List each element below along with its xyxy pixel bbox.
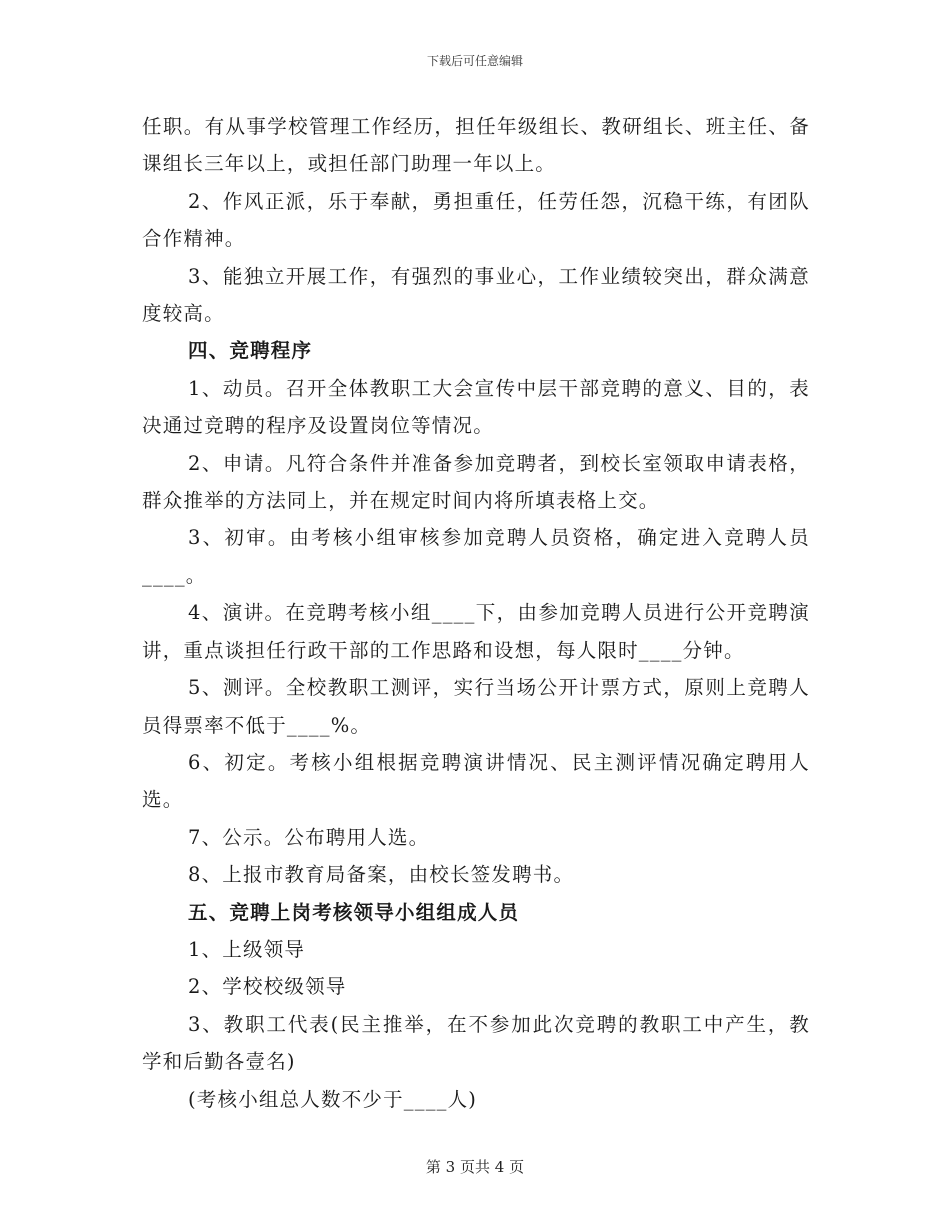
page-header: 下载后可任意编辑: [426, 54, 523, 68]
paragraph-requirement-3: 3、能独立开展工作，有强烈的事业心，工作业绩较突出，群众满意度较高。: [142, 264, 810, 326]
paragraph-member-1: 1、上级领导: [188, 937, 306, 961]
paragraph-step-5: 5、测评。全校教职工测评，实行当场公开计票方式，原则上竞聘人员得票率不低于____%。: [142, 676, 810, 737]
paragraph-requirement-2: 2、作风正派，乐于奉献，勇担重任，任劳任怨，沉稳干练，有团队合作精神。: [142, 189, 810, 251]
paragraph-step-3: 3、初审。由考核小组审核参加竞聘人员资格，确定进入竞聘人员____。: [142, 526, 810, 587]
document-body: [142, 108, 810, 1118]
paragraph-step-7: 7、公示。公布聘用人选。: [188, 825, 430, 849]
page-footer: 第 3 页共 4 页: [425, 1158, 525, 1176]
paragraph-member-2: 2、学校校级领导: [188, 975, 347, 999]
paragraph-step-1: 1、动员。召开全体教职工大会宣传中层干部竞聘的意义、目的，表决通过竞聘的程序及设置岗位等情况。: [142, 376, 810, 438]
paragraph-committee-note: (考核小组总人数不少于____人): [188, 1087, 478, 1111]
section-heading-committee: 五、竞聘上岗考核领导小组组成人员: [188, 900, 520, 924]
paragraph-step-4: 4、演讲。在竞聘考核小组____下，由参加竞聘人员进行公开竞聘演讲，重点谈担任行政干部的工作思路和设想，每人限时____分钟。: [142, 601, 810, 662]
paragraph-step-6: 6、初定。考核小组根据竞聘演讲情况、民主测评情况确定聘用人选。: [142, 750, 810, 812]
paragraph-step-8: 8、上报市教育局备案，由校长签发聘书。: [188, 863, 575, 887]
section-heading-procedure: 四、竞聘程序: [188, 339, 313, 363]
paragraph-step-2: 2、申请。凡符合条件并准备参加竞聘者，到校长室领取申请表格，群众推举的方法同上，并在规定时间内将所填表格上交。: [142, 451, 810, 513]
paragraph-member-3: 3、教职工代表(民主推举，在不参加此次竞聘的教职工中产生，教学和后勤各壹名): [142, 1012, 810, 1074]
paragraph-continuation: 任职。有从事学校管理工作经历，担任年级组长、教研组长、班主任、备课组长三年以上，或担任部门助理一年以上。: [142, 115, 810, 176]
